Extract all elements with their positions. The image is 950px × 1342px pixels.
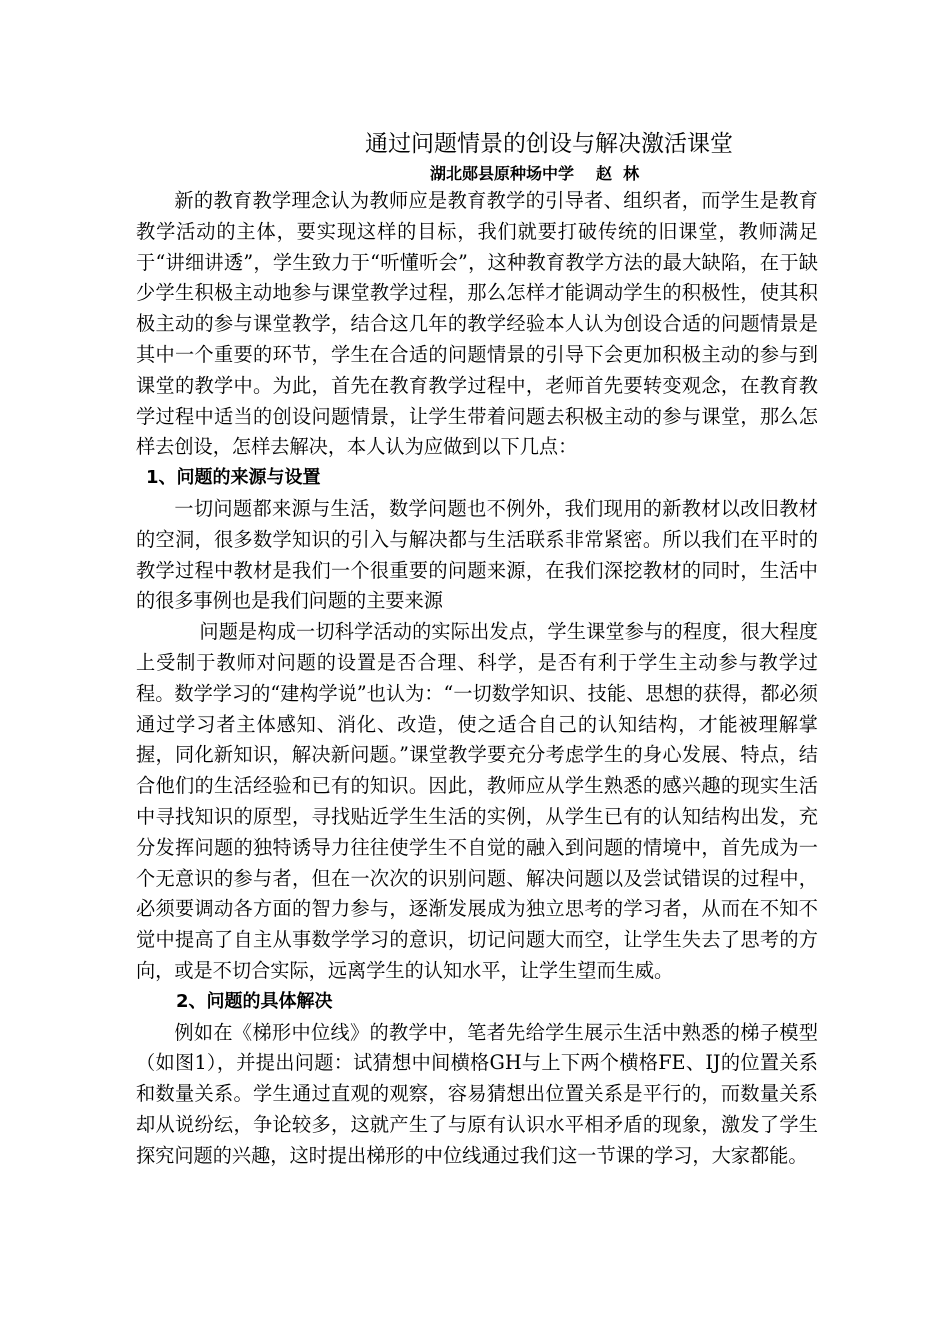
author-affiliation: 湖北郧县原种场中学 (430, 164, 575, 183)
section2-paragraph-1: 例如在《梯形中位线》的教学中，笔者先给学生展示生活中熟悉的梯子模型（如图1），并提出问题：试猜想中间横格GH与上下两个横格FE、IJ的位置关系和数量关系。学生通过直观的观察，容易猜想出位置关系是平行的，而数量关系却从说纷纭，争论较多，这就产生了与原有认识水平相矛盾的现象，激发了学生探究问题的兴趣，这时提出梯形的中位线通过我们这一节课的学习，大家都能。 (136, 1020, 818, 1167)
section-heading-2: 2、问题的具体解决 (176, 990, 333, 1012)
section1-paragraph-1: 一切问题都来源与生活，数学问题也不例外，我们现用的新教材以改旧教材的空洞，很多数学知识的引入与解决都与生活联系非常紧密。所以我们在平时的教学过程中教材是我们一个很重要的问题来源，在我们深挖教材的同时，生活中的很多事例也是我们问题的主要来源 (136, 496, 818, 613)
section1-paragraph-2: 问题是构成一切科学活动的实际出发点，学生课堂参与的程度，很大程度上受制于教师对问题的设置是否合理、科学，是否有利于学生主动参与教学过程。数学学习的“建构学说”也认为：“一切数学知识、技能、思想的获得，都必须通过学习者主体感知、消化、改造，使之适合自己的认知结构，才能被理解掌握，同化新知识，解决新问题。”课堂教学要充分考虑学生的身心发展、特点，结合他们的生活经验和已有的知识。因此，教师应从学生熟悉的感兴趣的现实生活中寻找知识的原型，寻找贴近学生生活的实例，从学生已有的认知结构出发，充分发挥问题的独特诱导力往往使学生不自觉的融入到问题的情境中，首先成为一个无意识的参与者，但在一次次的识别问题、解决问题以及尝试错误的过程中，必须要调动各方面的智力参与，逐渐发展成为独立思考的学习者，从而在不知不觉中提高了自主从事数学学习的意识，切记问题大而空，让学生失去了思考的方向，或是不切合实际，远离学生的认知水平，让学生望而生威。 (136, 620, 818, 982)
intro-paragraph: 新的教育教学理念认为教师应是教育教学的引导者、组织者，而学生是教育教学活动的主体，要实现这样的目标，我们就要打破传统的旧课堂，教师满足于“讲细讲透”，学生致力于“听懂听会”，这种教育教学方法的最大缺陷，在于缺少学生积极主动地参与课堂教学过程，那么怎样才能调动学生的积极性，使其积极主动的参与课堂教学，结合这几年的教学经验本人认为创设合适的问题情景是其中一个重要的环节，学生在合适的问题情景的引导下会更加积极主动的参与到课堂的教学中。为此，首先在教育教学过程中，老师首先要转变观念，在教育教学过程中适当的创设问题情景，让学生带着问题去积极主动的参与课堂，那么怎样去创设，怎样去解决，本人认为应做到以下几点： (136, 189, 818, 459)
author-line (430, 162, 639, 186)
section-heading-1: 1、问题的来源与设置 (146, 467, 321, 489)
author-name: 赵 林 (596, 164, 640, 183)
document-body (136, 186, 818, 1172)
document-title: 通过问题情景的创设与解决激活课堂 (365, 131, 733, 157)
